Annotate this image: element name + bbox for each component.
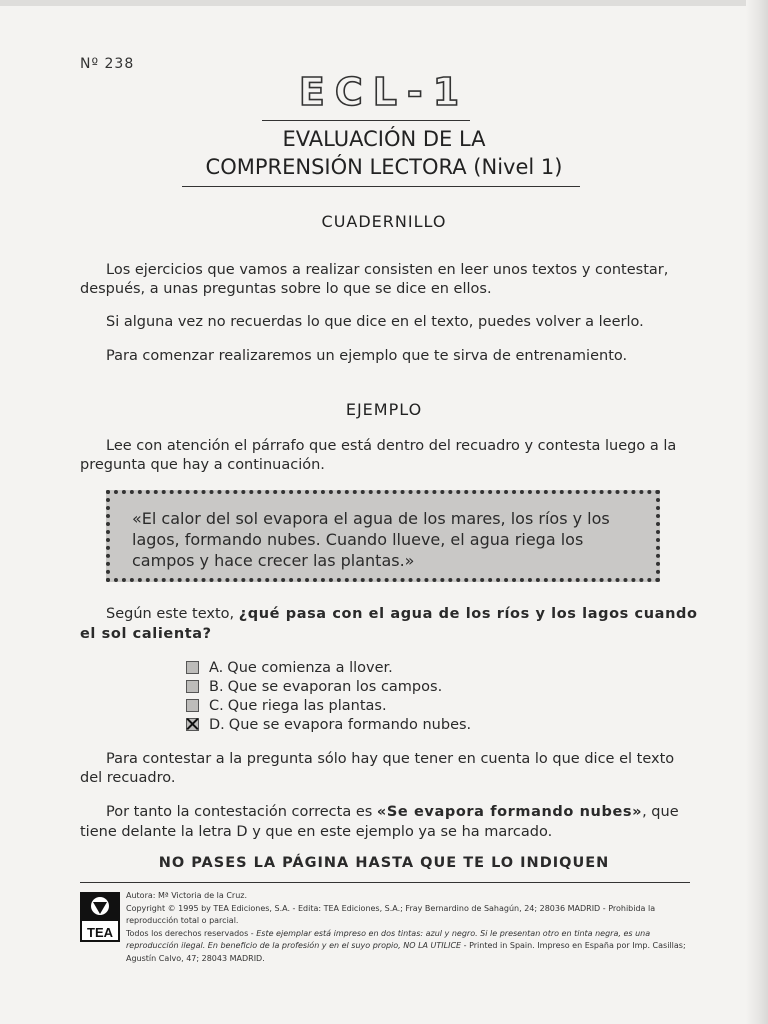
- option-letter: C.: [209, 697, 224, 714]
- footer-rights-prefix: Todos los derechos reservados -: [126, 928, 257, 938]
- footer-author: Autora: Mª Victoria de la Cruz.: [126, 891, 248, 900]
- title-top-rule: [262, 120, 470, 121]
- example-text-box: [106, 490, 660, 582]
- tea-logo-text: TEA: [87, 925, 113, 940]
- footer-rights-italic: Este ejemplar está impreso en dos tintas: azul y negro. Si le presentan otro en tinta negra, es una reproducción ilegal. En beneficio de la profesión y en el suyo propio, NO LA UTILICE: [126, 928, 651, 950]
- intro-paragraph-2: Si alguna vez no recuerdas lo que dice en el texto, puedes volver a leerlo.: [106, 314, 644, 330]
- example-heading: EJEMPLO: [345, 400, 423, 419]
- footer-rule: [80, 882, 690, 883]
- checkbox-d-checked[interactable]: [186, 718, 199, 731]
- logo-title-text: ECL-1: [298, 70, 470, 114]
- test-logo-title: [0, 70, 768, 114]
- do-not-turn-page-warning: NO PASES LA PÁGINA HASTA QUE TE LO INDIQUEN: [158, 855, 610, 871]
- footer-legal-text: [126, 890, 690, 965]
- footer-rights-suffix: - Printed in Spain. Impreso en España por Imp. Casillas; Agustín Calvo, 47; 28043 MADRID.: [126, 941, 686, 963]
- example-question: [80, 604, 700, 644]
- question-bold-text: ¿qué pasa con el agua de los ríos y los lagos cuando el sol calienta?: [80, 606, 698, 642]
- footer-copyright: Copyright © 1995 by TEA Ediciones, S.A. - Edita: TEA Ediciones, S.A.; Fray Bernardino de Sahagún, 24; 28036 MADRID - Prohibida la reproducción total o parcial.: [126, 903, 656, 925]
- option-text: Que comienza a llover.: [227, 659, 393, 676]
- checkbox-c[interactable]: [186, 699, 199, 712]
- option-text: Que se evaporan los campos.: [227, 678, 443, 695]
- checkbox-b[interactable]: [186, 680, 199, 693]
- option-text: Que se evapora formando nubes.: [228, 716, 472, 733]
- main-title-line2: COMPRENSIÓN LECTORA (Nivel 1): [205, 155, 563, 179]
- explanation-paragraph-2: [80, 802, 700, 842]
- option-c[interactable]: [186, 696, 471, 715]
- footer-rights: [126, 928, 690, 966]
- answer-options: [186, 658, 471, 734]
- option-text: Que riega las plantas.: [227, 697, 387, 714]
- intro-paragraph-1: Los ejercicios que vamos a realizar consisten en leer unos textos y contestar, después, a unas preguntas sobre lo que se dice en ellos.: [80, 262, 669, 297]
- title-bottom-rule: [182, 186, 580, 187]
- tea-publisher-logo-icon: [80, 892, 120, 942]
- main-title-line1: EVALUACIÓN DE LA: [282, 127, 486, 151]
- booklet-heading: CUADERNILLO: [321, 212, 447, 231]
- option-letter: B.: [209, 678, 224, 695]
- explanation-paragraph-1: Para contestar a la pregunta sólo hay que tener en cuenta lo que dice el texto del recuadro.: [80, 751, 675, 786]
- option-letter: A.: [209, 659, 224, 676]
- example-instruction: Lee con atención el párrafo que está dentro del recuadro y contesta luego a la pregunta que hay a continuación.: [80, 438, 677, 473]
- intro-paragraph-3: Para comenzar realizaremos un ejemplo que te sirva de entrenamiento.: [106, 348, 628, 364]
- checkbox-a[interactable]: [186, 661, 199, 674]
- option-letter: D.: [209, 716, 225, 733]
- document-number: Nº 238: [80, 56, 135, 72]
- explanation-suffix: , que tiene delante la letra D y que en este ejemplo ya se ha marcado.: [80, 804, 679, 840]
- question-prefix: Según este texto,: [106, 606, 239, 622]
- explanation-prefix: Por tanto la contestación correcta es: [106, 804, 377, 820]
- page-top-edge: [0, 0, 768, 6]
- option-a[interactable]: [186, 658, 471, 677]
- correct-answer-quote: «Se evapora formando nubes»: [376, 804, 643, 820]
- option-b[interactable]: [186, 677, 471, 696]
- example-text: «El calor del sol evapora el agua de los mares, los ríos y los lagos, formando nubes. Cuando llueve, el agua riega los campos y hace crecer las plantas.»: [132, 509, 610, 570]
- option-d[interactable]: [186, 715, 471, 734]
